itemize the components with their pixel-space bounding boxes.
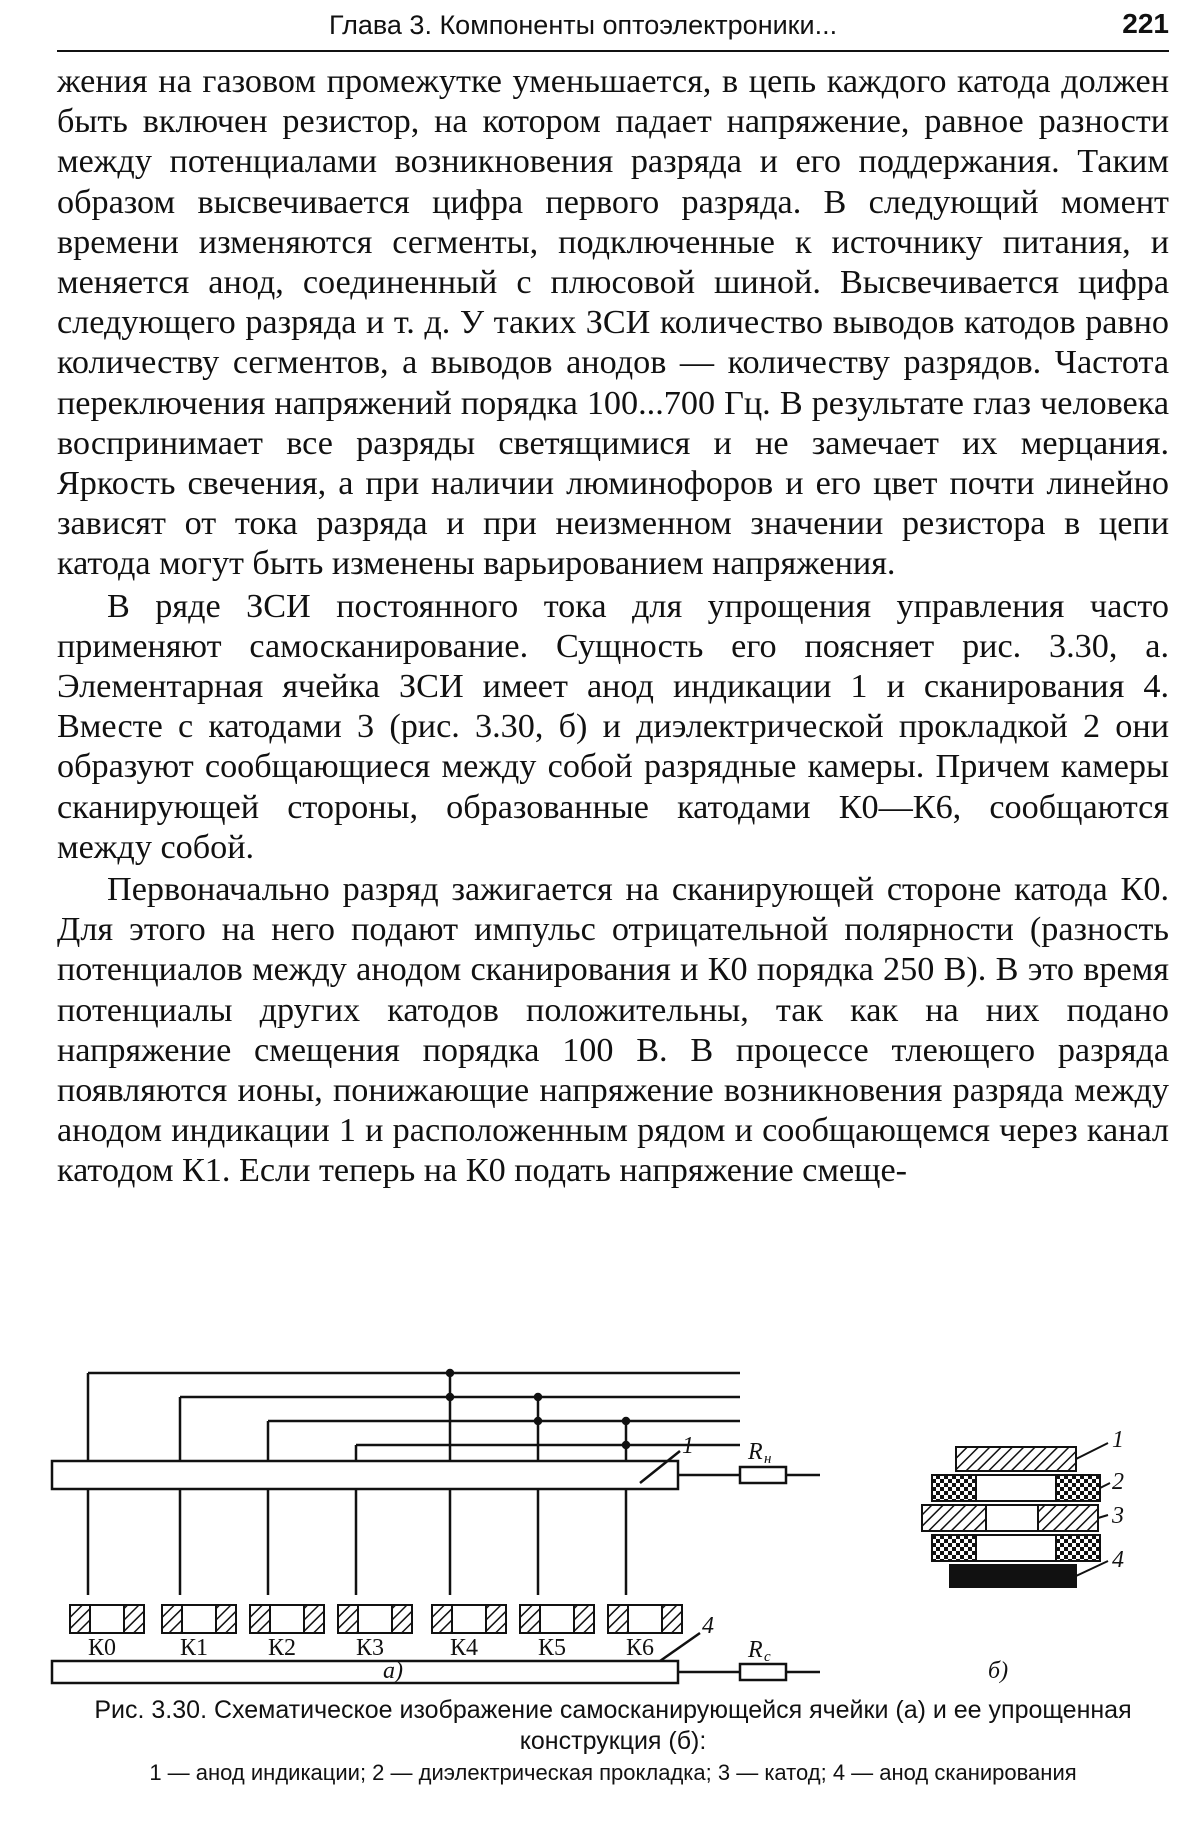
label-anode-indication: 1	[682, 1433, 694, 1459]
b-label-4: 4	[1112, 1547, 1124, 1573]
page-number: 221	[1122, 8, 1169, 39]
b-label-3: 3	[1112, 1503, 1124, 1529]
cathode-label-5: К5	[538, 1635, 567, 1661]
cathode-label-4: К4	[450, 1635, 479, 1661]
cathode-label-0: К0	[88, 1635, 117, 1661]
paragraph-1: жения на газовом промежутке уменьшается, в цепь каждого катода должен быть включен резистор, на котором падает напряжение, равное разности между потенциалами возникновения разряда и его поддержания. Таким образом высвечивается цифра первого разряда. В следующий момент времени изменяются сегменты, подключенные к источнику питания, и меняется анод, соединенный с плюсовой шиной. Высвечивается цифра следующего разряда и т. д. У таких ЗСИ количество выводов катодов равно количеству сегментов, а выводов анодов — количеству разрядов. Частота переключения напряжений порядка 100...700 Гц. В результате глаз человека воспринимает все разряды светящимися и не замечает их мерцания. Яркость свечения, а при наличии люминофоров и его цвет почти линейно зависят от тока разряда и при неизменном значении резистора в цепи катода могут быть изменены варьированием напряжения.	[57, 63, 1169, 583]
caption-title: Рис. 3.30. Схематическое изображение самосканирующейся ячейки (а) и ее упрощенная конструкция (б):	[94, 1696, 1132, 1755]
paragraph-3: Первоначально разряд зажигается на сканирующей стороне катода К0. Для этого на него подают импульс отрицательной полярности (разность потенциалов между анодом сканирования и К0 порядка 250 В). В это время потенциалы других катодов положительны, так как на них подано напряжение смещения порядка 100 В. В процессе тлеющего разряда появляются ионы, понижающие напряжение возникновения разряда между анодом индикации 1 и расположенным рядом и сообщающемся через канал катодом К1. Если теперь на К0 подать напряжение смеще-	[57, 871, 1169, 1190]
label-anode-scanning: 4	[702, 1613, 714, 1639]
b-label-2: 2	[1112, 1469, 1124, 1495]
figure-caption	[57, 1695, 1169, 1788]
caption-legend: 1 — анод индикации; 2 — диэлектрическая прокладка; 3 — катод; 4 — анод сканирования	[149, 1760, 1077, 1785]
cathode-blocks	[70, 1605, 682, 1633]
construction-b	[922, 1443, 1110, 1587]
figure-drawing	[40, 1355, 1170, 1685]
figure-3-30	[40, 1355, 1170, 1685]
cathode-label-1: К1	[180, 1635, 209, 1661]
body-text	[57, 62, 1169, 1192]
part-b-label: б)	[988, 1658, 1009, 1684]
paragraph-2: В ряде ЗСИ постоянного тока для упрощения управления часто применяют самосканирование. Сущность его поясняет рис. 3.30, а. Элементарная ячейка ЗСИ имеет анод индикации 1 и сканирования 4. Вместе с катодами 3 (рис. 3.30, б) и диэлектрической прокладкой 2 они образуют сообщающиеся между собой разрядные камеры. Причем камеры сканирующей стороны, образованные катодами К0—К6, сообщаются между собой.	[57, 587, 1169, 866]
resistor-bottom-label: R	[748, 1637, 763, 1663]
cathode-label-2: К2	[268, 1635, 297, 1661]
resistor-bottom-subscript: с	[764, 1649, 771, 1665]
running-header	[57, 6, 1169, 52]
chapter-title: Глава 3. Компоненты оптоэлектроники...	[329, 10, 838, 40]
b-label-1: 1	[1112, 1427, 1124, 1453]
resistor-top-subscript: н	[764, 1451, 772, 1467]
resistor-top-label: R	[748, 1439, 763, 1465]
cathode-label-3: К3	[356, 1635, 385, 1661]
cathode-label-6: К6	[626, 1635, 655, 1661]
part-a-label: а)	[383, 1658, 403, 1684]
